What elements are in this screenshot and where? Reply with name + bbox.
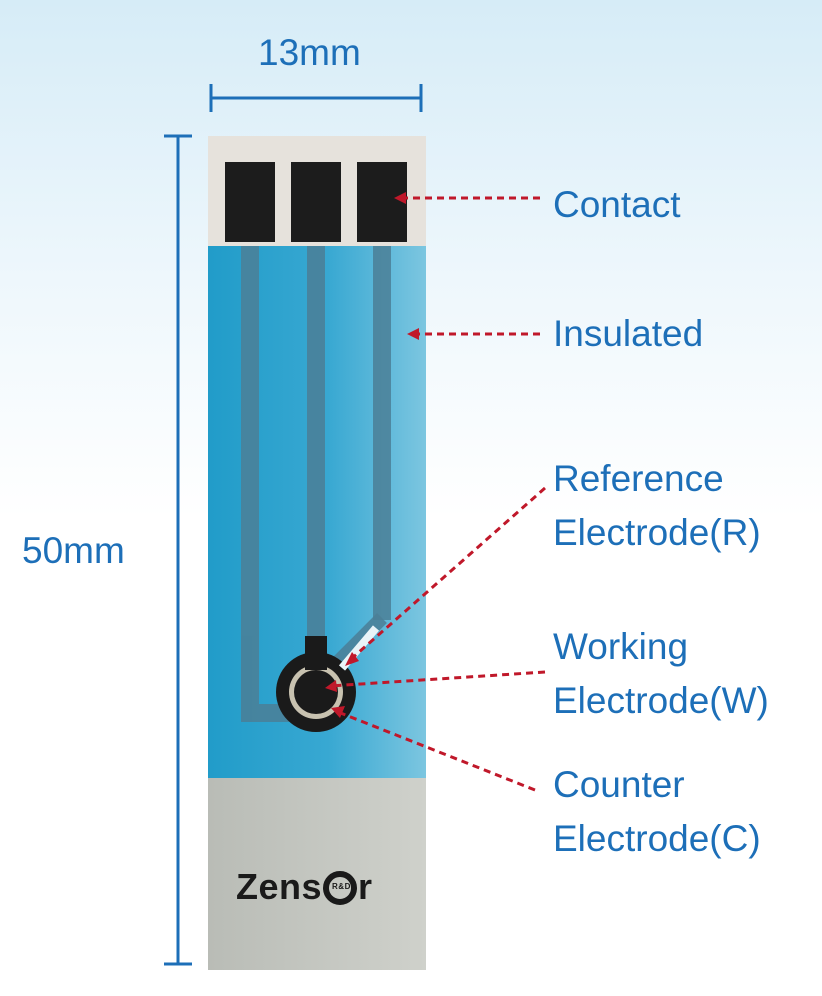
height-label: 50mm	[22, 530, 125, 571]
contact-pad-1	[225, 162, 275, 242]
brand-name-part2: r	[358, 866, 373, 907]
contact-pads	[225, 162, 407, 242]
label-working-line2: Electrode(W)	[553, 680, 769, 721]
label-reference-line1: Reference	[553, 458, 724, 499]
brand-rd-mark: R&D	[332, 882, 351, 891]
width-label: 13mm	[258, 32, 361, 73]
brand-logo	[236, 866, 373, 908]
contact-pad-2	[291, 162, 341, 242]
height-dimension	[164, 136, 192, 964]
brand-name-part1: Zens	[236, 866, 323, 907]
label-contact: Contact	[553, 184, 681, 225]
label-insulated: Insulated	[553, 313, 704, 354]
label-reference-line2: Electrode(R)	[553, 512, 761, 553]
label-working-line1: Working	[553, 626, 689, 667]
label-counter-line1: Counter	[553, 764, 685, 805]
label-counter-line2: Electrode(C)	[553, 818, 761, 859]
working-electrode	[301, 677, 331, 707]
brand-o-mark	[323, 871, 357, 905]
contact-pad-3	[357, 162, 407, 242]
width-dimension	[211, 84, 421, 112]
